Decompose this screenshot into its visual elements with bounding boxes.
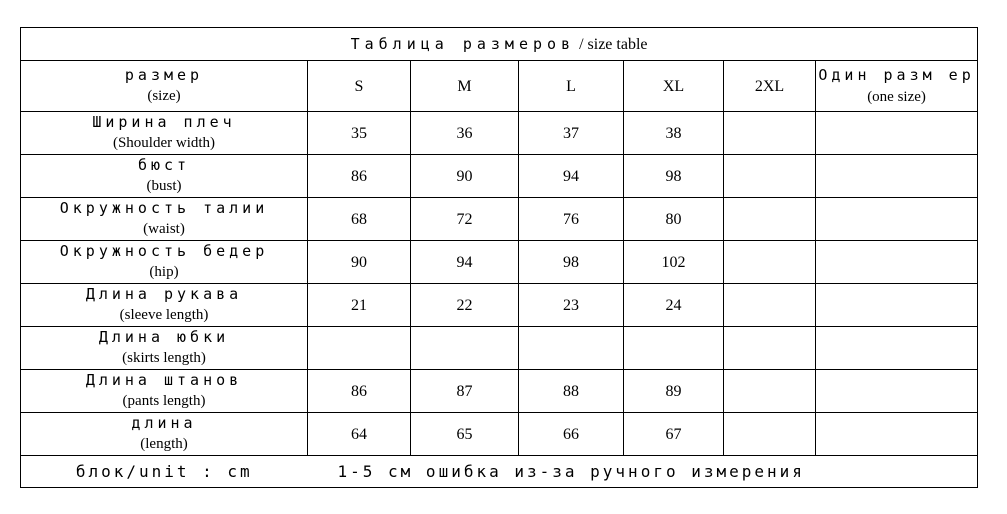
table-cell xyxy=(816,241,978,284)
table-cell: 68 xyxy=(308,198,411,241)
one-size-ru: Один разм ер xyxy=(818,65,975,84)
row-label xyxy=(21,241,308,284)
header-size-l: L xyxy=(519,61,624,112)
title-ru: Таблица размеров xyxy=(350,34,576,53)
row-label-en: (hip) xyxy=(149,264,179,280)
size-table-frame xyxy=(20,27,977,487)
row-label-ru: Длина рукава xyxy=(85,285,243,303)
table-cell: 86 xyxy=(308,370,411,413)
table-cell: 86 xyxy=(308,155,411,198)
table-cell: 89 xyxy=(624,370,724,413)
header-label-en: (size) xyxy=(147,88,181,104)
table-cell: 76 xyxy=(519,198,624,241)
header-row xyxy=(21,61,978,112)
header-label-ru: размер xyxy=(124,66,204,84)
row-label xyxy=(21,327,308,370)
table-cell xyxy=(724,413,816,456)
table-row xyxy=(21,241,978,284)
table-row xyxy=(21,413,978,456)
table-cell: 67 xyxy=(624,413,724,456)
row-label-ru: Длина юбки xyxy=(98,328,230,346)
table-cell: 66 xyxy=(519,413,624,456)
table-cell: 24 xyxy=(624,284,724,327)
header-size-xl: XL xyxy=(624,61,724,112)
table-cell: 36 xyxy=(411,112,519,155)
footer-note: 1-5 см ошибка из-за ручного измерения xyxy=(308,456,978,488)
header-size-label xyxy=(21,61,308,112)
table-cell: 98 xyxy=(624,155,724,198)
table-cell xyxy=(724,327,816,370)
table-cell xyxy=(411,327,519,370)
row-label-en: (waist) xyxy=(143,221,185,237)
table-title xyxy=(21,28,978,61)
table-cell xyxy=(308,327,411,370)
row-label-ru: Длина штанов xyxy=(85,371,243,389)
table-cell xyxy=(816,112,978,155)
table-cell xyxy=(724,241,816,284)
table-cell xyxy=(724,370,816,413)
table-cell xyxy=(724,198,816,241)
table-cell: 22 xyxy=(411,284,519,327)
row-label-en: (pants length) xyxy=(122,393,206,409)
row-label xyxy=(21,112,308,155)
table-cell xyxy=(724,284,816,327)
row-label-ru: длина xyxy=(131,414,197,432)
table-cell: 72 xyxy=(411,198,519,241)
row-label-en: (length) xyxy=(140,436,188,452)
table-cell: 38 xyxy=(624,112,724,155)
table-cell: 87 xyxy=(411,370,519,413)
table-cell: 90 xyxy=(308,241,411,284)
table-cell: 64 xyxy=(308,413,411,456)
table-row xyxy=(21,327,978,370)
table-cell xyxy=(624,327,724,370)
table-cell: 23 xyxy=(519,284,624,327)
table-row xyxy=(21,112,978,155)
row-label-ru: Ширина плеч xyxy=(92,113,236,131)
title-en: size table xyxy=(587,35,648,53)
table-cell xyxy=(816,198,978,241)
header-size-m: M xyxy=(411,61,519,112)
row-label-en: (Shoulder width) xyxy=(112,135,216,151)
row-label-ru: Окружность бедер xyxy=(59,242,269,260)
table-cell xyxy=(816,413,978,456)
table-row xyxy=(21,155,978,198)
row-label-ru: Окружность талии xyxy=(59,199,269,217)
table-cell xyxy=(816,284,978,327)
table-cell xyxy=(816,155,978,198)
table-cell: 80 xyxy=(624,198,724,241)
footer-row xyxy=(21,456,978,488)
table-cell xyxy=(724,112,816,155)
row-label-en: (skirts length) xyxy=(122,350,206,366)
table-cell: 90 xyxy=(411,155,519,198)
row-label xyxy=(21,284,308,327)
table-cell: 102 xyxy=(624,241,724,284)
row-label-en: (bust) xyxy=(146,178,182,194)
table-row xyxy=(21,370,978,413)
table-cell: 88 xyxy=(519,370,624,413)
header-size-s: S xyxy=(308,61,411,112)
table-cell: 37 xyxy=(519,112,624,155)
row-label xyxy=(21,370,308,413)
table-cell xyxy=(519,327,624,370)
table-cell: 94 xyxy=(411,241,519,284)
row-label xyxy=(21,413,308,456)
table-cell xyxy=(724,155,816,198)
table-row xyxy=(21,284,978,327)
table-row xyxy=(21,198,978,241)
table-cell: 94 xyxy=(519,155,624,198)
row-label-ru: бюст xyxy=(137,156,191,174)
row-label-en: (sleeve length) xyxy=(119,307,209,323)
header-one-size xyxy=(816,61,978,112)
table-cell xyxy=(816,327,978,370)
table-cell xyxy=(816,370,978,413)
table-cell: 35 xyxy=(308,112,411,155)
row-label xyxy=(21,155,308,198)
table-cell: 65 xyxy=(411,413,519,456)
header-size-2xl: 2XL xyxy=(724,61,816,112)
row-label xyxy=(21,198,308,241)
one-size-en: (one size) xyxy=(867,88,926,105)
table-cell: 21 xyxy=(308,284,411,327)
title-separator: / xyxy=(575,35,588,53)
table-cell: 98 xyxy=(519,241,624,284)
size-table xyxy=(20,27,978,488)
footer-unit: блок/unit : cm xyxy=(21,456,308,488)
